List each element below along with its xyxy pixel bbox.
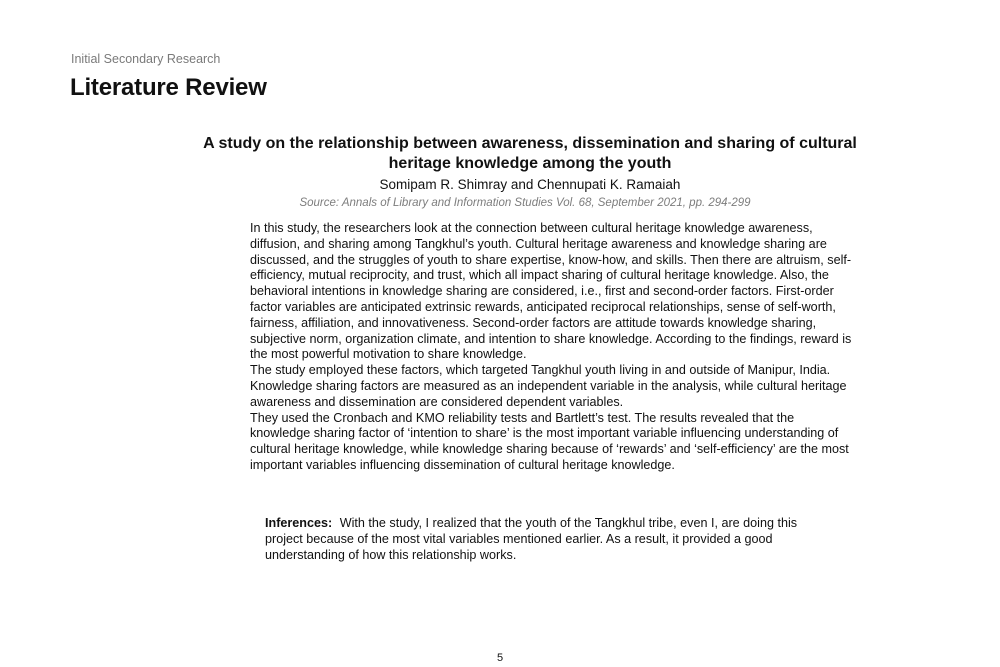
inferences-text: With the study, I realized that the youth of the Tangkhul tribe, even I, are doing this project because of the most vital variables mentioned earlier. As a result, it provided a good understanding of how this relationship works. xyxy=(265,516,798,562)
article-summary xyxy=(250,221,855,474)
summary-paragraph: In this study, the researchers look at the connection between cultural heritage knowledge awareness, diffusion, and sharing among Tangkhul’s youth. Cultural heritage awareness and knowledge sharing are discussed, and the struggles of youth to share expertise, know-how, and skills. Then there are altruism, self-efficiency, mutual reciprocity, and trust, which all impact sharing of cultural heritage knowledge. Also, the behavioral intentions in knowledge sharing are considered, i.e., first and second-order factors. First-order factor variables are anticipated extrinsic rewards, anticipated reciprocal relationships, sense of self-worth, fairness, affiliation, and innovativeness. Second-order factors are attitude towards knowledge sharing, subjective norm, organization climate, and intention to share knowledge. According to the findings, reward is the most powerful motivation to share knowledge. xyxy=(250,221,852,362)
inferences-block xyxy=(265,516,825,563)
page-title: Literature Review xyxy=(70,74,267,101)
summary-paragraph: The study employed these factors, which targeted Tangkhul youth living in and outside of Manipur, India. Knowledge sharing factors are measured as an independent variable in the analysis, while cultural heritage awareness and dissemination are considered dependent variables. xyxy=(250,363,847,409)
summary-paragraph: They used the Cronbach and KMO reliability tests and Bartlett’s test. The results revealed that the knowledge sharing factor of ‘intention to share’ is the most important variable influencing understanding of cultural heritage knowledge, while knowledge sharing because of ‘rewards’ and ‘self-efficiency’ are the most important variables influencing dissemination of cultural heritage knowledge. xyxy=(250,410,849,472)
article-source: Source: Annals of Library and Information Studies Vol. 68, September 2021, pp. 294-299 xyxy=(299,197,751,209)
inferences-label: Inferences: xyxy=(265,516,333,530)
article-title: A study on the relationship between awareness, dissemination and sharing of cultural heritage knowledge among the youth xyxy=(203,135,857,172)
page-number: 5 xyxy=(496,652,504,664)
section-eyebrow: Initial Secondary Research xyxy=(71,52,221,66)
article-authors: Somipam R. Shimray and Chennupati K. Ramaiah xyxy=(379,177,681,192)
